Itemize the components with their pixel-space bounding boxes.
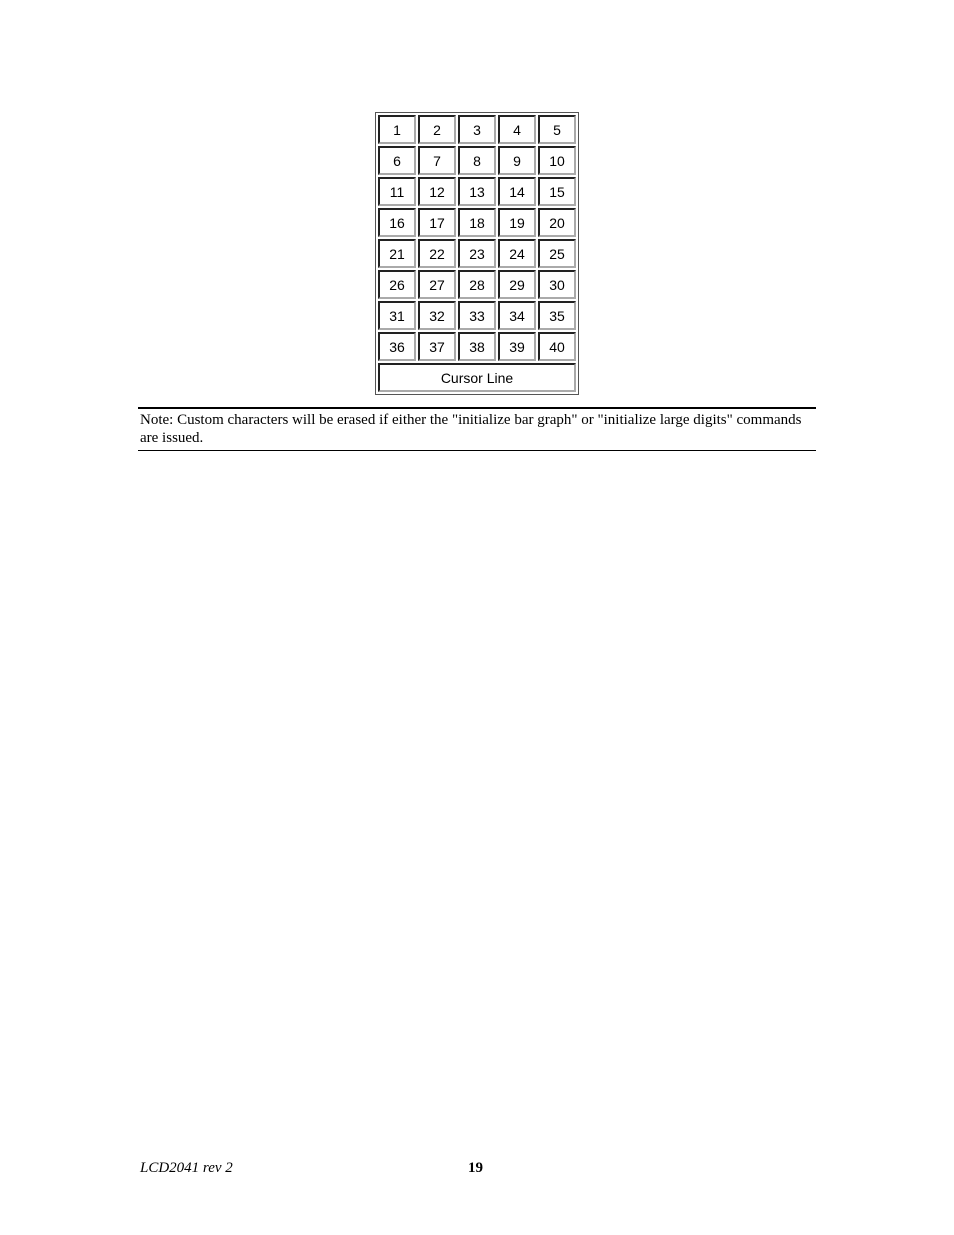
grid-cell: 27: [418, 270, 456, 299]
note-box: [138, 407, 816, 451]
grid-cell: 2: [418, 115, 456, 144]
grid-row: [378, 301, 576, 330]
grid-row: [378, 239, 576, 268]
grid-cell: 4: [498, 115, 536, 144]
grid-cell: 39: [498, 332, 536, 361]
grid-cell: 10: [538, 146, 576, 175]
grid-cell: 22: [418, 239, 456, 268]
grid-cell: 18: [458, 208, 496, 237]
grid-row: [378, 208, 576, 237]
grid-cell: 5: [538, 115, 576, 144]
grid-cell: 8: [458, 146, 496, 175]
grid-row: [378, 177, 576, 206]
grid-cell: 16: [378, 208, 416, 237]
grid-cell: 26: [378, 270, 416, 299]
grid-row: [378, 146, 576, 175]
grid-cell: 33: [458, 301, 496, 330]
custom-character-grid: [375, 112, 579, 395]
page-number: 19: [468, 1160, 483, 1176]
grid-footer-row: [378, 363, 576, 392]
note-text: Note: Custom characters will be erased if either the "initialize bar graph" or "initialize large digits" commands are issued.: [140, 412, 802, 446]
grid-cell: 1: [378, 115, 416, 144]
grid-cell: 31: [378, 301, 416, 330]
grid-cell: 29: [498, 270, 536, 299]
grid-row: [378, 115, 576, 144]
grid-cell: 13: [458, 177, 496, 206]
grid-cell: 28: [458, 270, 496, 299]
grid-cell: 34: [498, 301, 536, 330]
grid-cell: 20: [538, 208, 576, 237]
cursor-line-cell: Cursor Line: [378, 363, 576, 392]
grid-cell: 24: [498, 239, 536, 268]
grid-cell: 30: [538, 270, 576, 299]
grid-cell: 9: [498, 146, 536, 175]
grid-cell: 32: [418, 301, 456, 330]
grid-cell: 25: [538, 239, 576, 268]
grid-cell: 21: [378, 239, 416, 268]
grid-cell: 19: [498, 208, 536, 237]
grid-cell: 6: [378, 146, 416, 175]
grid-cell: 7: [418, 146, 456, 175]
grid-row: [378, 270, 576, 299]
grid-cell: 40: [538, 332, 576, 361]
grid-cell: 3: [458, 115, 496, 144]
grid-cell: 11: [378, 177, 416, 206]
document-revision: LCD2041 rev 2: [140, 1160, 233, 1176]
grid-cell: 15: [538, 177, 576, 206]
grid-cell: 37: [418, 332, 456, 361]
grid-cell: 14: [498, 177, 536, 206]
grid-body: [378, 115, 576, 392]
grid-cell: 23: [458, 239, 496, 268]
grid-cell: 38: [458, 332, 496, 361]
grid-cell: 35: [538, 301, 576, 330]
grid-row: [378, 332, 576, 361]
grid-cell: 17: [418, 208, 456, 237]
grid-cell: 36: [378, 332, 416, 361]
grid-cell: 12: [418, 177, 456, 206]
